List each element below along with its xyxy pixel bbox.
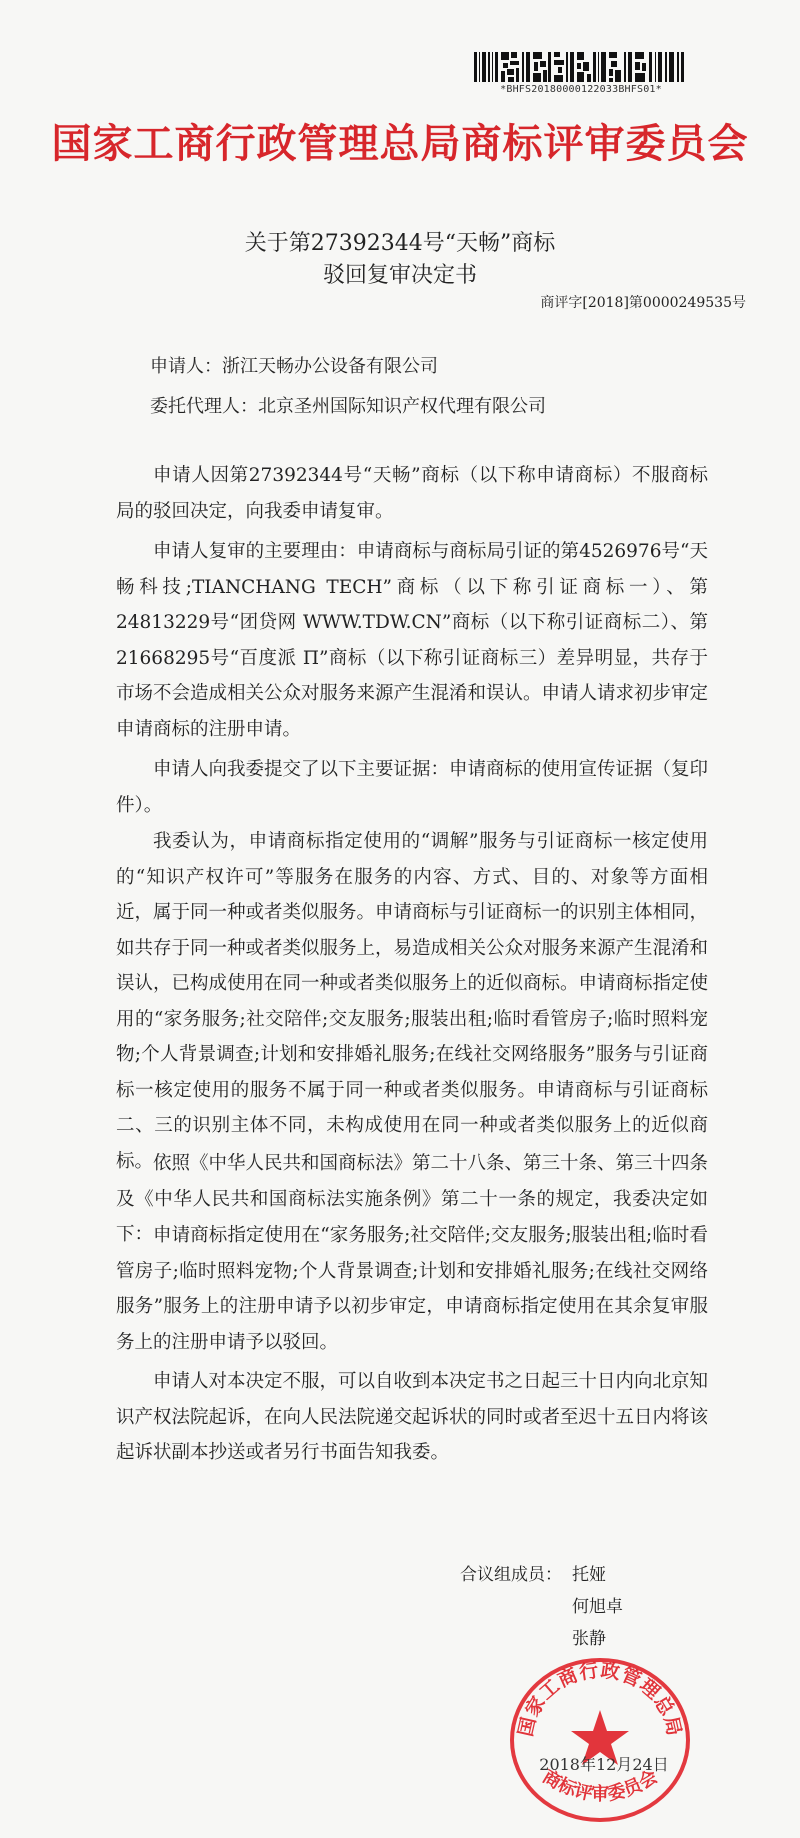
paragraph-legal-basis: 依照《中华人民共和国商标法》第二十八条、第三十条、第三十四条及《中华人民共和国商标法实施条例》第二十一条的规定，我委决定如下： [116,1153,709,1245]
document-number: 商评字[2018]第0000249535号 [540,295,746,311]
document-title-line1: 关于第27392344号“天畅”商标 [244,231,556,256]
paragraph-evidence: 申请人向我委提交了以下主要证据：申请商标的使用宣传证据（复印件）。 [116,759,709,816]
paragraph-applicant-reasons: 申请人复审的主要理由：申请商标与商标局引证的第4526976号“天畅科技;TIANCHANG TECH”商标（以下称引证商标一）、第24813229号“团贷网 WWW.TDW.CN”商标（以下称引证商标二）、第21668295号“百度派 Π”商标（以下称引证商标三）差异明显，共存于市场不会造成相关公众对服务来源产生混淆和误认。申请人请求初步审定申请商标的注册申请。 [116,541,709,740]
barcode-image [474,52,684,82]
official-seal [500,1648,700,1828]
agent-line: 委托代理人：北京圣州国际知识产权代理有限公司 [150,396,546,417]
barcode-number: *BHFS20180000122033BHFS01* [500,84,662,95]
paragraph-intro: 申请人因第27392344号“天畅”商标（以下称申请商标）不服商标局的驳回决定，向我委申请复审。 [116,465,708,522]
paragraph-decision: 申请商标指定使用在“家务服务;社交陪伴;交友服务;服装出租;临时看管房子;临时照料宠物;个人背景调查;计划和安排婚礼服务;在线社交网络服务”服务上的注册申请予以初步审定，申请商标指定使用在其余复审服务上的注册申请予以驳回。 [116,1225,708,1353]
document-title-line2: 驳回复审决定书 [322,263,477,288]
organization-header: 国家工商行政管理总局商标评审委员会 [51,121,749,167]
decision-date: 2018年12月24日 [539,1755,669,1774]
seal-top-text: 国家工商行政管理总局 [514,1659,686,1739]
paragraph-appeal-notice: 申请人对本决定不服，可以自收到本决定书之日起三十日内向北京知识产权法院起诉，在向人民法院递交起诉状的同时或者至迟十五日内将该起诉状副本抄送或者另行书面告知我委。 [116,1371,709,1463]
seal-bottom-text: 商标评审委员会 [538,1766,662,1805]
panel-member-name: 何旭卓 [572,1597,623,1617]
panel-member-name: 张静 [572,1629,606,1649]
panel-members-label: 合议组成员： [460,1565,562,1585]
applicant-line: 申请人：浙江天畅办公设备有限公司 [150,356,438,377]
panel-member-name: 托娅 [572,1565,606,1585]
paragraph-committee-opinion: 我委认为，申请商标指定使用的“调解”服务与引证商标一核定使用的“知识产权许可”等服务在服务的内容、方式、目的、对象等方面相近，属于同一种或者类似服务。申请商标与引证商标一的识别主体相同，如共存于同一种或者类似服务上，易造成相关公众对服务来源产生混淆和误认，已构成使用在同一种或者类似服务上的近似商标。申请商标指定使用的“家务服务;社交陪伴;交友服务;服装出租;临时看管房子;临时照料宠物;个人背景调查;计划和安排婚礼服务;在线社交网络服务”服务与引证商标一核定使用的服务不属于同一种或者类似服务。申请商标与引证商标二、三的识别主体不同，未构成使用在同一种或者类似服务上的近似商标。 [116,831,709,1172]
